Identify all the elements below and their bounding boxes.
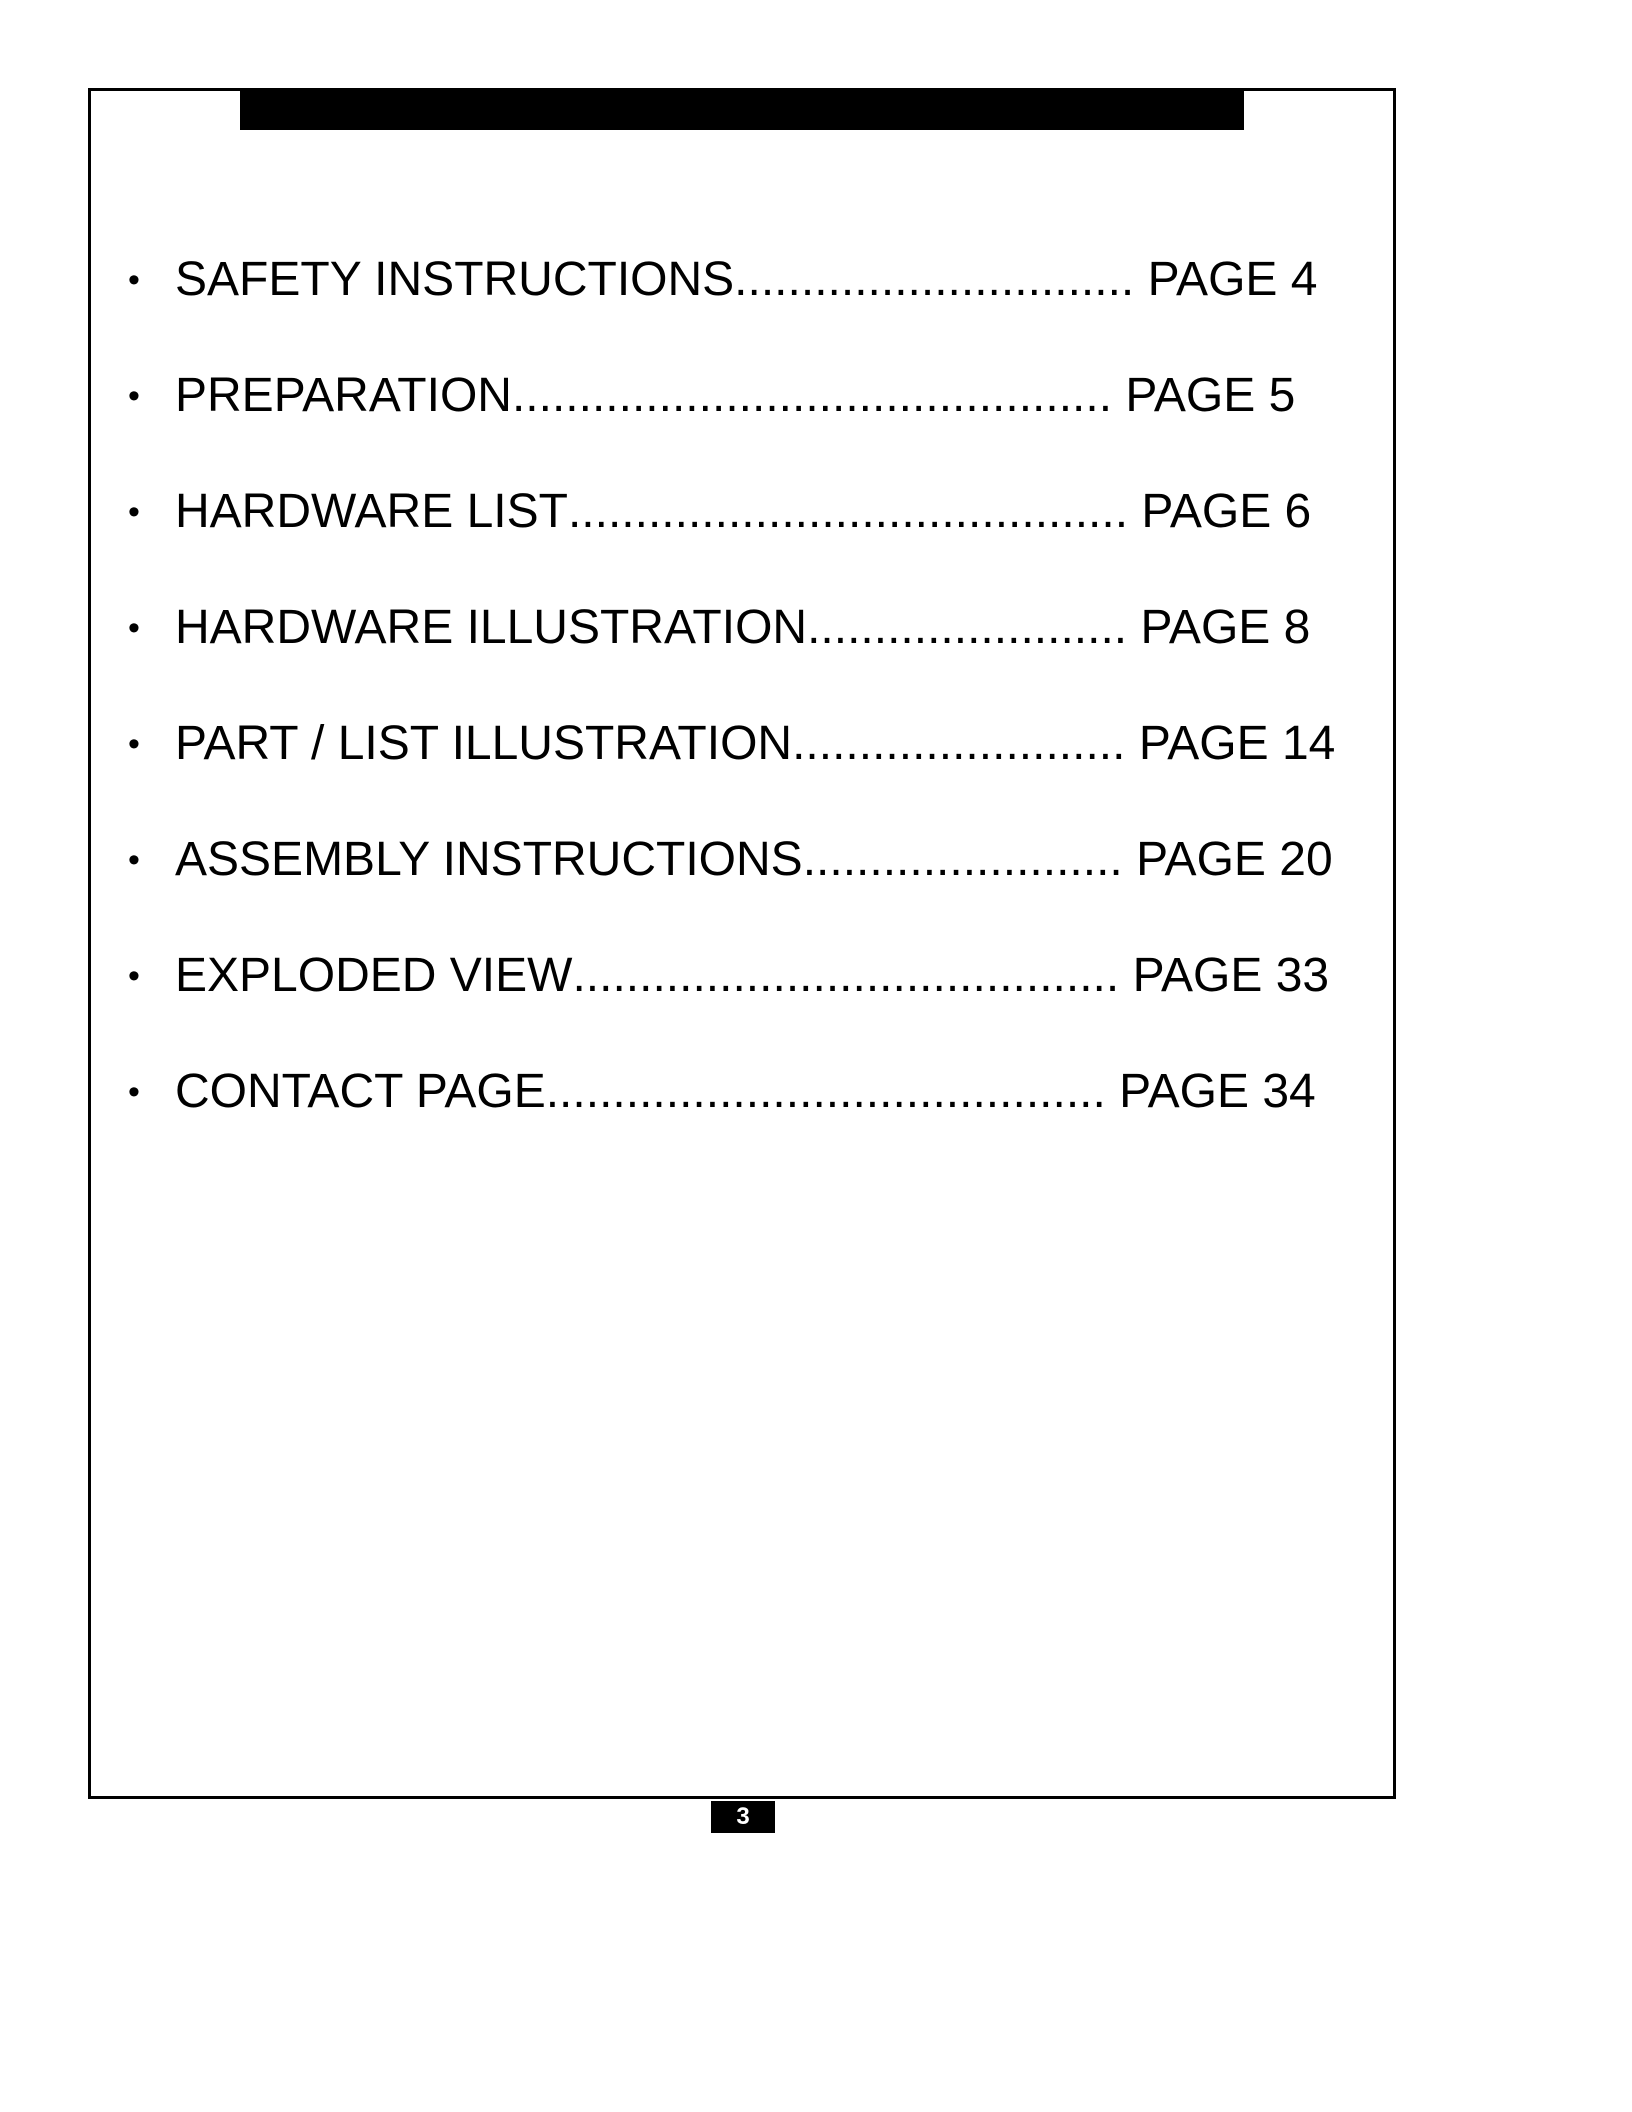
- toc-item-label: SAFETY INSTRUCTIONS: [175, 253, 735, 306]
- toc-item-page: PAGE 20: [1136, 833, 1333, 886]
- toc-item-label: ASSEMBLY INSTRUCTIONS: [175, 833, 803, 886]
- toc-item-label: PREPARATION: [175, 369, 512, 422]
- toc-item-leader: ........................: [807, 601, 1128, 654]
- toc-item-preparation[interactable]: [128, 366, 1295, 426]
- toc-item-leader: ..........................................: [567, 485, 1129, 538]
- toc-item-page: PAGE 6: [1141, 485, 1312, 538]
- toc-item-leader: .........................................: [572, 949, 1120, 1002]
- toc-item-hardware-list[interactable]: [128, 482, 1311, 542]
- toc-item-label: HARDWARE ILLUSTRATION: [175, 601, 808, 654]
- toc-item-page: PAGE 4: [1147, 253, 1318, 306]
- toc-item-assembly-instructions[interactable]: [128, 830, 1333, 890]
- bullet-icon: •: [128, 493, 140, 531]
- toc-item-leader: ........................: [802, 833, 1123, 886]
- toc-item-contact-page[interactable]: [128, 1062, 1316, 1122]
- toc-item-leader: .........................: [792, 717, 1126, 770]
- toc-item-page: PAGE 5: [1125, 369, 1296, 422]
- toc-item-label: EXPLODED VIEW: [175, 949, 573, 1002]
- toc-item-label: PART / LIST ILLUSTRATION: [175, 717, 793, 770]
- toc-item-page: PAGE 8: [1140, 601, 1311, 654]
- toc-item-safety-instructions[interactable]: [128, 250, 1317, 310]
- bullet-icon: •: [128, 261, 140, 299]
- toc-item-page: PAGE 14: [1138, 717, 1336, 770]
- bullet-icon: •: [128, 841, 140, 879]
- bullet-icon: •: [128, 957, 140, 995]
- toc-item-page: PAGE 34: [1119, 1065, 1316, 1118]
- toc-item-leader: .............................................: [511, 369, 1113, 422]
- toc-item-leader: ..............................: [734, 253, 1135, 306]
- toc-item-leader: ..........................................: [545, 1065, 1106, 1118]
- bullet-icon: •: [128, 377, 140, 415]
- toc-item-label: HARDWARE LIST: [175, 485, 568, 538]
- toc-item-label: CONTACT PAGE: [175, 1065, 546, 1118]
- toc-item-page: PAGE 33: [1132, 949, 1330, 1002]
- toc-item-exploded-view[interactable]: [128, 946, 1329, 1006]
- toc-item-hardware-illustration[interactable]: [128, 598, 1310, 658]
- bullet-icon: •: [128, 609, 140, 647]
- bullet-icon: •: [128, 1073, 140, 1111]
- bullet-icon: •: [128, 725, 140, 763]
- page-number: 3: [711, 1801, 775, 1833]
- toc-item-part-list-illustration[interactable]: [128, 714, 1335, 774]
